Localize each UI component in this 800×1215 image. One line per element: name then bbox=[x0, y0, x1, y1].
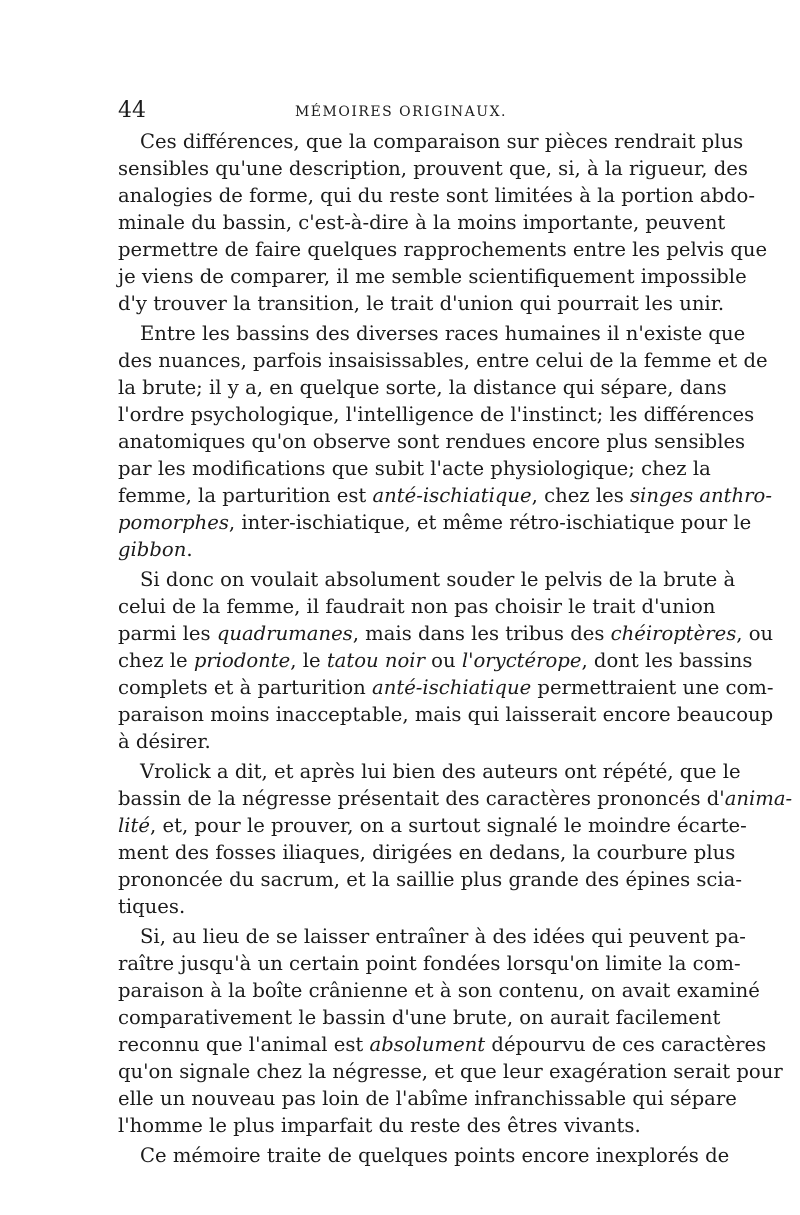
text-line bbox=[118, 401, 755, 428]
italic-term: l'oryctérope bbox=[461, 649, 582, 672]
text-segment: celui de la femme, il faudrait non pas choisir le trait d'union bbox=[118, 595, 716, 618]
text-line bbox=[118, 182, 755, 209]
text-line bbox=[118, 1112, 684, 1139]
text-line bbox=[118, 263, 747, 290]
text-segment: , et, pour le prouver, on a surtout signalé le moindre écarte- bbox=[150, 814, 747, 837]
text-segment: Ce mémoire traite de quelques points encore inexplorés de bbox=[140, 1144, 730, 1167]
italic-term: absolument bbox=[369, 1033, 486, 1056]
text-segment: paraison moins inacceptable, mais qui laisserait encore beaucoup bbox=[118, 703, 774, 726]
text-line bbox=[118, 593, 716, 620]
text-line bbox=[118, 1085, 737, 1112]
body-text bbox=[118, 128, 793, 1172]
italic-term: anté-ischiatique bbox=[372, 484, 532, 507]
text-line bbox=[118, 209, 726, 236]
text-line bbox=[118, 536, 684, 563]
text-segment: analogies de forme, qui du reste sont limitées à la portion abdo- bbox=[118, 184, 755, 207]
italic-term: singes anthro- bbox=[630, 484, 772, 507]
text-line bbox=[118, 1031, 767, 1058]
text-line bbox=[118, 374, 727, 401]
text-line bbox=[118, 950, 741, 977]
text-segment: , ou bbox=[736, 622, 774, 645]
text-segment: des nuances, parfois insaisissables, entre celui de la femme et de bbox=[118, 349, 768, 372]
text-segment: , le bbox=[290, 649, 327, 672]
text-segment: permettre de faire quelques rapprochements entre les pelvis que bbox=[118, 238, 768, 261]
text-segment: ou bbox=[424, 649, 462, 672]
text-segment: dépourvu de ces caractères bbox=[485, 1033, 767, 1056]
italic-term: quadrumanes bbox=[216, 622, 353, 645]
italic-term: anté-ischiatique bbox=[372, 676, 532, 699]
italic-term: anima- bbox=[724, 787, 793, 810]
text-line bbox=[118, 455, 711, 482]
text-segment: elle un nouveau pas loin de l'abîme infranchissable qui sépare bbox=[118, 1087, 737, 1110]
text-segment: Ces différences, que la comparaison sur pièces rendrait plus bbox=[140, 130, 744, 153]
text-line bbox=[118, 428, 746, 455]
text-segment: permettraient une com- bbox=[531, 676, 774, 699]
running-head: MÉMOIRES ORIGINAUX. bbox=[294, 104, 508, 120]
text-line bbox=[118, 566, 736, 593]
text-line bbox=[118, 1058, 783, 1085]
text-segment: , inter-ischiatique, et même rétro-ischiatique pour le bbox=[228, 511, 752, 534]
text-line bbox=[118, 1004, 721, 1031]
paragraph bbox=[118, 320, 772, 563]
text-segment: , mais dans les tribus des bbox=[352, 622, 611, 645]
text-line bbox=[118, 893, 684, 920]
text-line bbox=[118, 347, 768, 374]
text-segment: femme, la parturition est bbox=[118, 484, 373, 507]
text-line bbox=[118, 509, 752, 536]
text-line bbox=[118, 785, 793, 812]
text-segment: je viens de comparer, il me semble scientifiquement impossible bbox=[118, 265, 747, 288]
text-segment: par les modifications que subit l'acte physiologique; chez la bbox=[118, 457, 711, 480]
text-segment: chez le bbox=[118, 649, 194, 672]
text-line bbox=[118, 290, 725, 317]
text-segment: d'y trouver la transition, le trait d'union qui pourrait les unir. bbox=[118, 292, 725, 315]
text-line bbox=[118, 812, 747, 839]
paragraph bbox=[118, 758, 793, 920]
text-segment: prononcée du sacrum, et la saillie plus grande des épines scia- bbox=[118, 868, 742, 891]
italic-term: gibbon bbox=[118, 538, 187, 561]
text-segment: l'homme le plus imparfait du reste des êtres vivants. bbox=[118, 1114, 641, 1137]
text-line bbox=[118, 236, 768, 263]
text-line bbox=[118, 155, 748, 182]
text-segment: . bbox=[186, 538, 193, 561]
text-segment: l'ordre psychologique, l'intelligence de l'instinct; les différences bbox=[118, 403, 755, 426]
text-segment: Vrolick a dit, et après lui bien des auteurs ont répété, que le bbox=[140, 760, 741, 783]
text-segment: paraison à la boîte crânienne et à son contenu, on avait examiné bbox=[118, 979, 760, 1002]
text-segment: ment des fosses iliaques, dirigées en dedans, la courbure plus bbox=[118, 841, 736, 864]
paragraph bbox=[118, 128, 768, 317]
text-segment: la brute; il y a, en quelque sorte, la distance qui sépare, dans bbox=[118, 376, 727, 399]
text-line bbox=[118, 728, 684, 755]
text-segment: minale du bassin, c'est-à-dire à la moins importante, peuvent bbox=[118, 211, 726, 234]
italic-term: pomorphes bbox=[118, 511, 229, 534]
page-number: 44 bbox=[118, 98, 146, 123]
italic-term: priodonte bbox=[193, 649, 291, 672]
text-segment: Si, au lieu de se laisser entraîner à des idées qui peuvent pa- bbox=[140, 925, 746, 948]
text-segment: complets et à parturition bbox=[118, 676, 373, 699]
text-segment: , chez les bbox=[531, 484, 630, 507]
text-segment: Entre les bassins des diverses races humaines il n'existe que bbox=[140, 322, 746, 345]
text-segment: anatomiques qu'on observe sont rendues encore plus sensibles bbox=[118, 430, 746, 453]
text-line bbox=[118, 320, 746, 347]
italic-term: tatou noir bbox=[326, 649, 425, 672]
text-segment: , dont les bassins bbox=[581, 649, 753, 672]
text-line bbox=[118, 866, 742, 893]
text-segment: parmi les bbox=[118, 622, 217, 645]
text-line bbox=[118, 923, 746, 950]
text-segment: sensibles qu'une description, prouvent que, si, à la rigueur, des bbox=[118, 157, 748, 180]
text-line bbox=[118, 758, 741, 785]
italic-term: lité bbox=[118, 814, 151, 837]
text-line bbox=[118, 977, 760, 1004]
page-header bbox=[118, 96, 684, 126]
text-segment: reconnu que l'animal est bbox=[118, 1033, 370, 1056]
text-segment: à désirer. bbox=[118, 730, 211, 753]
text-line bbox=[118, 482, 772, 509]
text-line bbox=[118, 674, 774, 701]
text-segment: tiques. bbox=[118, 895, 186, 918]
text-segment: raître jusqu'à un certain point fondées lorsqu'on limite la com- bbox=[118, 952, 741, 975]
text-line bbox=[118, 128, 744, 155]
paragraph bbox=[118, 566, 774, 755]
text-segment: comparativement le bassin d'une brute, on aurait facilement bbox=[118, 1006, 721, 1029]
text-segment: bassin de la négresse présentait des caractères prononcés d' bbox=[118, 787, 725, 810]
text-line bbox=[118, 620, 774, 647]
text-line bbox=[118, 701, 774, 728]
text-line bbox=[118, 839, 736, 866]
italic-term: chéiroptères bbox=[610, 622, 737, 645]
paragraph bbox=[118, 923, 783, 1139]
text-line bbox=[118, 647, 753, 674]
paragraph bbox=[118, 1142, 730, 1169]
text-line bbox=[118, 1142, 730, 1169]
text-segment: Si donc on voulait absolument souder le pelvis de la brute à bbox=[140, 568, 736, 591]
text-segment: qu'on signale chez la négresse, et que leur exagération serait pour bbox=[118, 1060, 783, 1083]
